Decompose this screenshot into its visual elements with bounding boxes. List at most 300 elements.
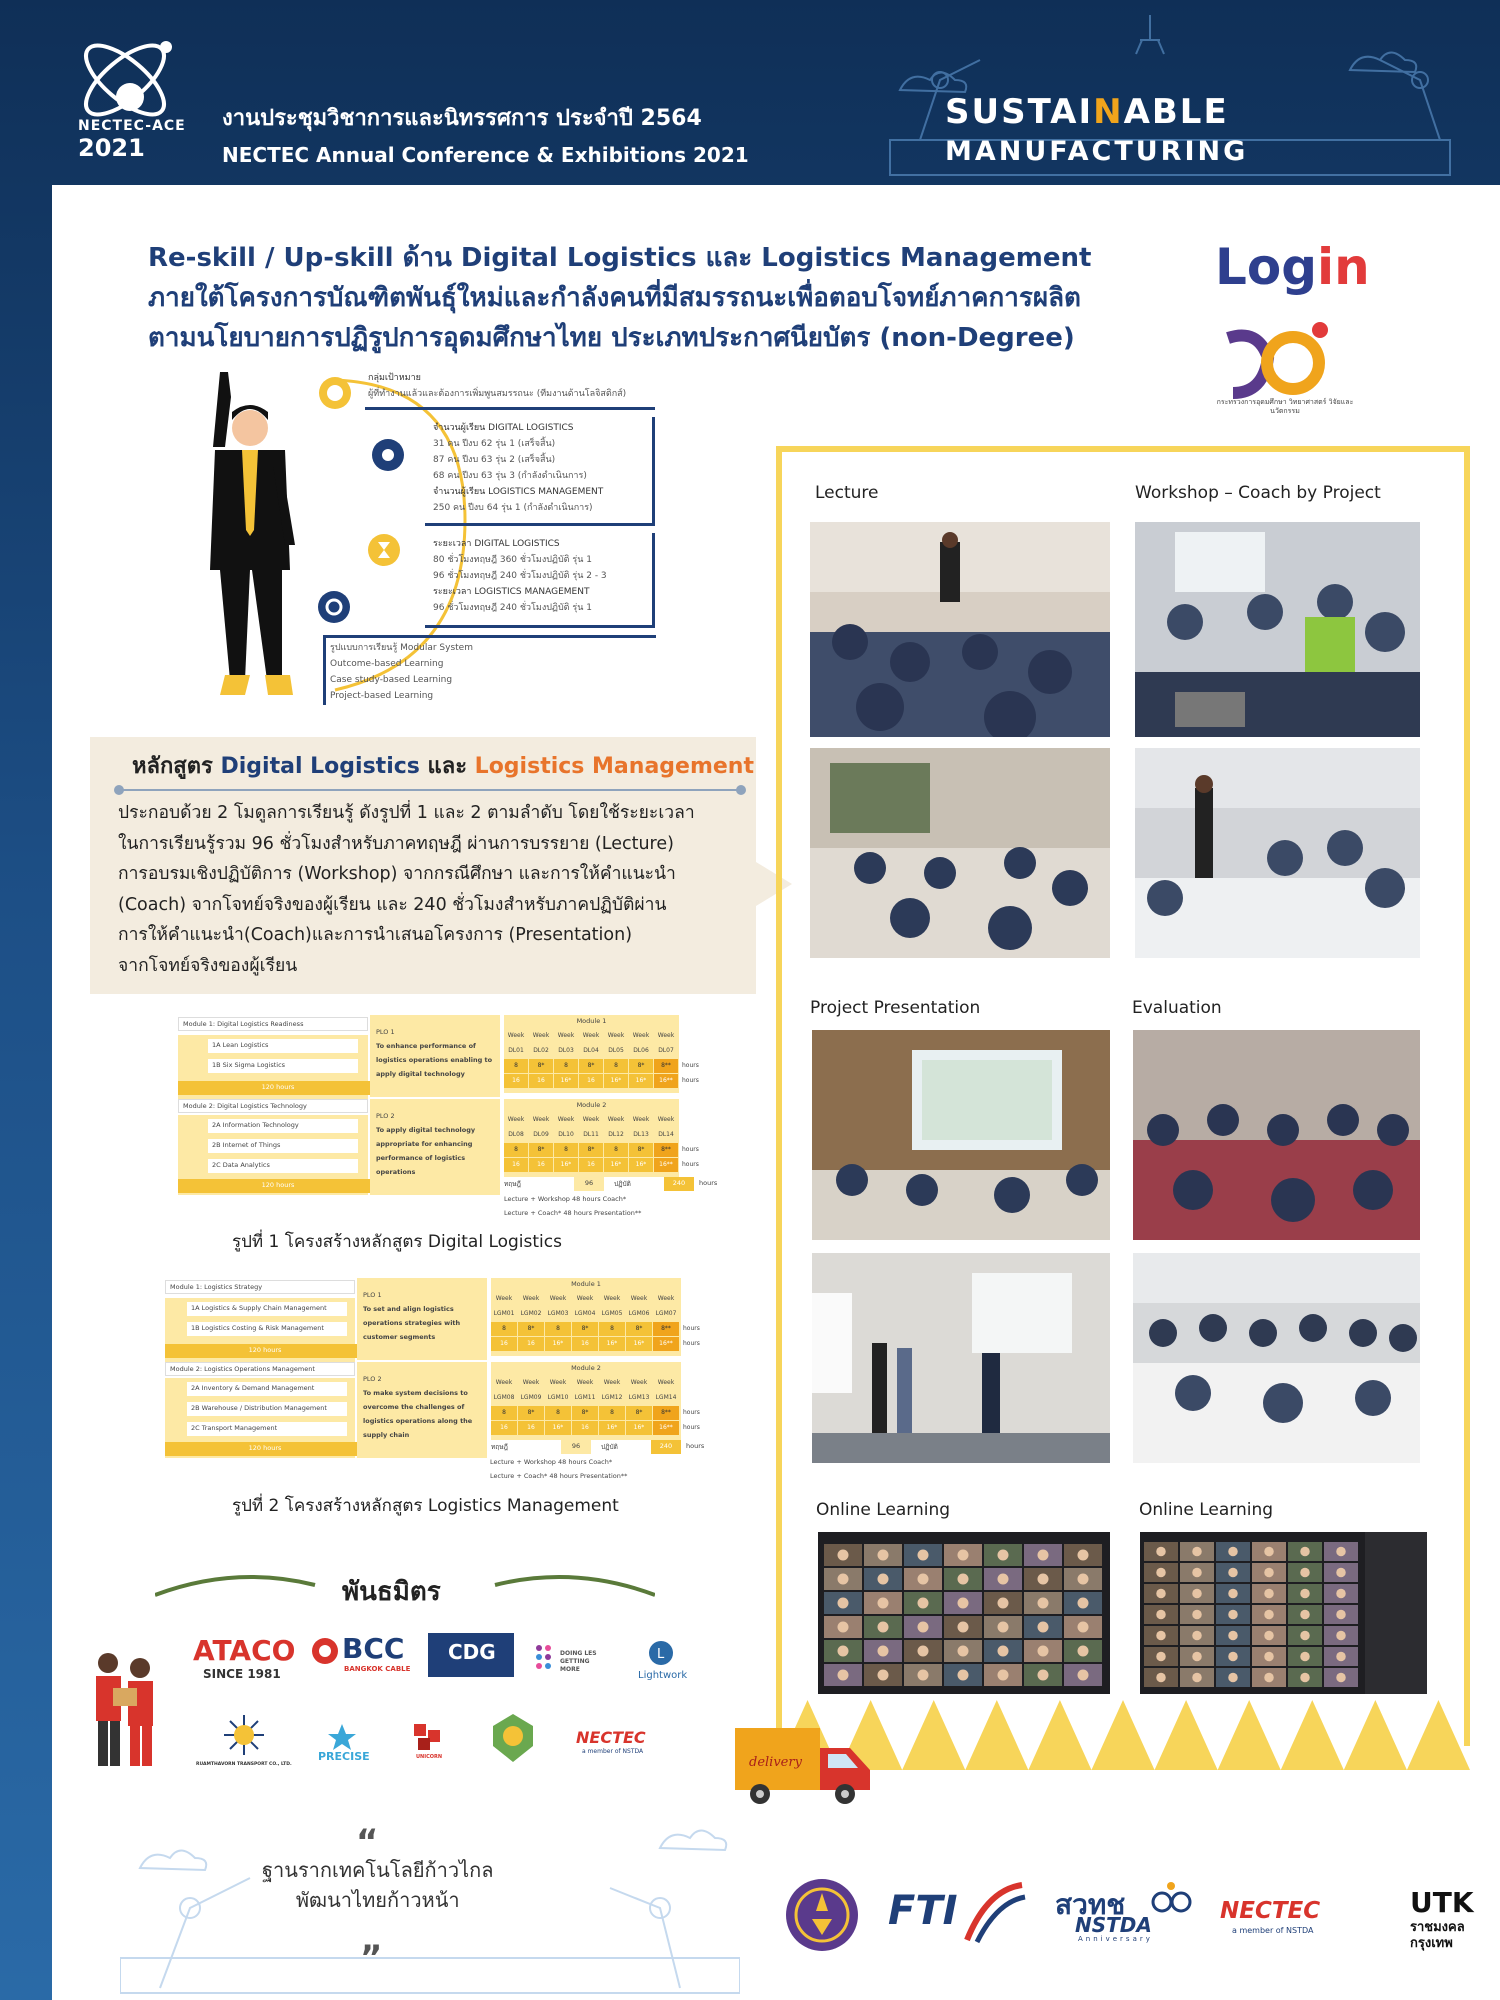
photo-workshop-2: [1135, 748, 1420, 958]
fig2-sum-hours: hours: [686, 1442, 705, 1450]
video-tile-face: [1156, 1631, 1166, 1641]
course-body: [118, 798, 758, 981]
truck-label: delivery: [749, 1755, 802, 1770]
fig1-mod2-title: Module 2: [576, 1101, 607, 1109]
info-model-row-4: Project-based Learning: [330, 691, 434, 701]
ace-year: 2021: [78, 134, 145, 162]
grid-cell: 8*: [626, 1406, 652, 1420]
figure2-table: [165, 1278, 725, 1458]
fig1-m2-item-1: 2A Information Technology: [208, 1119, 358, 1133]
grid-cell: LGM06: [628, 1310, 650, 1317]
grid-cell: Week: [495, 1379, 513, 1386]
fig1-sum-practice-val: 240: [664, 1177, 694, 1191]
video-tile-face: [1336, 1673, 1346, 1683]
footer-quote-line1: ฐานรากเทคโนโลยีก้าวไกล: [262, 1858, 494, 1882]
video-tile-face: [1192, 1589, 1202, 1599]
grid-cell: LGM07: [655, 1310, 677, 1317]
course-body-line-1: ประกอบด้วย 2 โมดูลการเรียนรู้ ดังรูปที่ 1 และ 2 ตามลำดับ โดยใช้ระยะเวลา: [118, 803, 695, 823]
grid-cell: Week: [495, 1295, 513, 1302]
partner-bcc-sub: BANGKOK CABLE: [344, 1665, 411, 1673]
login-logo-part1: Log: [1215, 238, 1318, 296]
info-lm-heading: จำนวนผู้เรียน LOGISTICS MANAGEMENT: [433, 487, 604, 497]
grid-cell: 8: [491, 1322, 517, 1336]
video-tile-face: [998, 1622, 1009, 1633]
video-tile-face: [1228, 1568, 1238, 1578]
theme-logo: [945, 92, 1248, 167]
fig2-sum-theory-label: ทฤษฎี: [491, 1443, 508, 1451]
grid-cell: DL08: [508, 1131, 524, 1138]
footer-fti: FTI: [888, 1888, 958, 1934]
video-tile-face: [1336, 1568, 1346, 1578]
video-tile-face: [1192, 1610, 1202, 1620]
grid-cell: 16*: [554, 1158, 578, 1172]
fti-swoosh-icon: [962, 1880, 1028, 1946]
mhesi-caption: กระทรวงการอุดมศึกษา วิทยาศาสตร์ วิจัยและนวัตกรรม: [1216, 398, 1354, 415]
fig2-m2-hours: 120 hours: [165, 1442, 365, 1456]
fig2-m2-item-3: 2C Transport Management: [187, 1422, 347, 1436]
video-tile-face: [918, 1598, 929, 1609]
grid-cell: 8: [545, 1406, 571, 1420]
video-tile-face: [1038, 1646, 1049, 1657]
course-body-line-5: การให้คำแนะนำ(Coach)และการนำเสนอโครงการ (Presentation): [118, 925, 633, 945]
video-tile-face: [1264, 1568, 1274, 1578]
video-tile-face: [1156, 1673, 1166, 1683]
video-tile-face: [1264, 1610, 1274, 1620]
video-tile-face: [1264, 1547, 1274, 1557]
fig2-sum-practice-val: 240: [651, 1440, 681, 1454]
fig2-sum-theory-val: 96: [561, 1440, 591, 1454]
grid-cell: 8: [604, 1059, 628, 1073]
grid-cell: 8**: [653, 1406, 679, 1420]
grid-cell: LGM02: [520, 1310, 542, 1317]
footer-nstda-th: สวทช: [1055, 1888, 1126, 1921]
grid-cell: Week: [630, 1379, 648, 1386]
grid-cell: 16: [572, 1337, 598, 1351]
video-tile-face: [838, 1670, 849, 1681]
video-tile-face: [1192, 1631, 1202, 1641]
video-tile-face: [1228, 1652, 1238, 1662]
fig2-module2-label: Module 2: Logistics Operations Management: [165, 1362, 355, 1376]
grid-cell: 16: [491, 1337, 517, 1351]
fig1-legend-1: Lecture + Workshop 48 hours Coach*: [504, 1195, 627, 1203]
bcc-logo-icon: [310, 1636, 340, 1666]
grid-cell: Week: [549, 1379, 567, 1386]
photo-evaluation-1: [1133, 1030, 1420, 1240]
video-tile-face: [838, 1598, 849, 1609]
course-title-dl: Digital Logistics: [220, 754, 420, 779]
fig1-legend: [504, 1192, 724, 1220]
theme-line2: MANUFACTURING: [945, 136, 1249, 167]
grid-cell: 8*: [518, 1322, 544, 1336]
partner-precise: PRECISE: [318, 1750, 370, 1763]
footer-utk-sub: [1410, 1920, 1465, 1952]
main-title-line2: ภายใต้โครงการบัณฑิตพันธุ์ใหม่และกำลังคนที่มีสมรรถนะเพื่อตอบโจทย์ภาคการผลิต: [148, 283, 1081, 313]
unicorn-logo-icon: [412, 1722, 450, 1752]
figure2-caption: รูปที่ 2 โครงสร้างหลักสูตร Logistics Management: [232, 1496, 619, 1516]
footer-nectec-sub: a member of NSTDA: [1232, 1926, 1314, 1935]
video-tile-face: [878, 1550, 889, 1561]
grid-cell: Week: [582, 1032, 600, 1039]
video-tile-face: [1336, 1652, 1346, 1662]
video-tile-face: [1156, 1547, 1166, 1557]
course-body-line-6: จากโจทย์จริงของผู้เรียน: [118, 955, 298, 976]
fig2-plo1-label: PLO 1: [363, 1291, 382, 1299]
video-tile-face: [958, 1598, 969, 1609]
grid-cell: 8: [554, 1143, 578, 1157]
grid-cell: DL12: [608, 1131, 624, 1138]
video-tile-face: [1156, 1568, 1166, 1578]
video-tile-face: [998, 1574, 1009, 1585]
partner-cdg: CDG: [448, 1640, 496, 1664]
grid-cell: 8*: [629, 1059, 653, 1073]
grid-cell: Week: [532, 1032, 550, 1039]
fig2-module1-label: Module 1: Logistics Strategy: [165, 1280, 355, 1294]
video-tile-face: [1038, 1622, 1049, 1633]
grid-cell: DL04: [583, 1047, 599, 1054]
grid-cell: 8**: [654, 1059, 678, 1073]
grid-cell: 8*: [572, 1406, 598, 1420]
grid-cell: 8*: [529, 1143, 553, 1157]
course-body-line-2: ในการเรียนรู้รวม 96 ชั่วโมงสำหรับภาคทฤษฎี ผ่านการบรรยาย (Lecture): [118, 833, 674, 854]
photo-online-2: [1140, 1532, 1427, 1694]
info-time-dl-row-1: 80 ชั่วโมงทฤษฎี 360 ชั่วโมงปฏิบัติ รุ่น 1: [433, 555, 592, 565]
grid-hours-label: hours: [683, 1325, 700, 1332]
video-tile-face: [838, 1646, 849, 1657]
grid-cell: 8: [554, 1059, 578, 1073]
zigzag-decoration: [776, 1700, 1470, 1770]
video-tile-face: [878, 1622, 889, 1633]
grid-hours-label: hours: [683, 1409, 700, 1416]
video-tile-face: [1300, 1673, 1310, 1683]
footer-quote: [262, 1855, 494, 1915]
grid-cell: 16**: [653, 1337, 679, 1351]
partner-nectec: NECTEC: [576, 1728, 646, 1747]
grid-cell: 16*: [626, 1337, 652, 1351]
grid-cell: 16: [518, 1337, 544, 1351]
info-lm-row-1: 250 คน ปีงบ 64 รุ่น 1 (กำลังดำเนินการ): [433, 503, 593, 513]
header-title-en: NECTEC Annual Conference & Exhibitions 2021: [222, 143, 749, 167]
info-target-heading: กลุ่มเป้าหมาย: [368, 373, 421, 383]
fig2-sum-practice-label: ปฏิบัติ: [601, 1443, 618, 1451]
grid-cell: 16*: [599, 1337, 625, 1351]
video-tile-face: [1336, 1631, 1346, 1641]
grid-cell: Week: [632, 1032, 650, 1039]
grid-cell: 16**: [654, 1158, 678, 1172]
video-tile-face: [958, 1574, 969, 1585]
video-tile-face: [1078, 1646, 1089, 1657]
grid-cell: DL01: [508, 1047, 524, 1054]
info-target-underline: [365, 390, 655, 410]
fig1-sum-theory-val: 96: [574, 1177, 604, 1191]
info-time-lm-row-1: 96 ชั่วโมงทฤษฎี 240 ชั่วโมงปฏิบัติ รุ่น 1: [433, 603, 592, 613]
photo-label-workshop: Workshop – Coach by Project: [1135, 483, 1381, 503]
gov-seal-icon: [490, 1712, 536, 1764]
video-tile-face: [838, 1622, 849, 1633]
fig2-m2-item-2: 2B Warehouse / Distribution Management: [187, 1402, 347, 1416]
video-tile-face: [1228, 1610, 1238, 1620]
fig2-legend-2: Lecture + Coach* 48 hours Presentation**: [490, 1472, 628, 1480]
video-tile-face: [1228, 1673, 1238, 1683]
theme-line1-n: N: [1093, 92, 1124, 132]
video-tile-face: [1156, 1589, 1166, 1599]
course-title: [132, 748, 754, 783]
grid-cell: 8: [545, 1322, 571, 1336]
video-tile-face: [838, 1574, 849, 1585]
delivery-truck-icon: [735, 1728, 875, 1808]
grid-cell: 8: [504, 1059, 528, 1073]
fig1-plo2-text: To apply digital technology appropriate for enhancing performance of logistics operations: [376, 1126, 476, 1176]
partner-lightwork: Lightwork: [638, 1670, 688, 1681]
video-tile-face: [1078, 1550, 1089, 1561]
footer-nstda-en: NSTDA: [1075, 1913, 1152, 1937]
grid-hours-label: hours: [682, 1161, 699, 1168]
fig1-plo1-label: PLO 1: [376, 1028, 395, 1036]
grid-hours-label: hours: [683, 1340, 700, 1347]
grid-hours-label: hours: [682, 1062, 699, 1069]
footer-utk: UTK: [1410, 1886, 1474, 1919]
grid-cell: LGM11: [574, 1394, 596, 1401]
video-tile-face: [918, 1550, 929, 1561]
grid-cell: Week: [657, 1295, 675, 1302]
course-body-line-4: (Coach) จากโจทย์จริงของผู้เรียน และ 240 ชั่วโมงสำหรับภาคปฏิบัติผ่าน: [118, 894, 667, 915]
fig1-summary: [504, 1177, 744, 1193]
fig2-plo2-text: To make system decisions to overcome the challenges of logistics operations along the supply chain: [363, 1389, 473, 1439]
header-title: [222, 100, 749, 167]
grid-cell: 16: [518, 1421, 544, 1435]
footer-nectec: NECTEC: [1220, 1898, 1321, 1924]
grid-cell: Week: [576, 1295, 594, 1302]
partners-title: พันธมิตร: [342, 1577, 441, 1607]
grid-cell: 8**: [653, 1322, 679, 1336]
grid-cell: LGM09: [520, 1394, 542, 1401]
grid-hours-label: hours: [683, 1424, 700, 1431]
video-tile-face: [1078, 1670, 1089, 1681]
businessman-icon: [180, 370, 300, 700]
video-tile-face: [1264, 1631, 1274, 1641]
delivery-workers-icon: [88, 1648, 163, 1773]
photo-label-online-2: Online Learning: [1139, 1500, 1274, 1520]
grid-hours-label: hours: [682, 1146, 699, 1153]
grid-cell: DL07: [658, 1047, 674, 1054]
photo-lecture-2: [810, 748, 1110, 958]
grid-cell: 16*: [629, 1074, 653, 1088]
grid-cell: Week: [657, 1032, 675, 1039]
info-dl-row-2: 87 คน ปีงบ 63 รุ่น 2 (เสร็จสิ้น): [433, 455, 556, 465]
photo-label-evaluation: Evaluation: [1132, 998, 1222, 1018]
grid-cell: LGM01: [493, 1310, 515, 1317]
photo-workshop-1: [1135, 522, 1420, 737]
video-tile-face: [878, 1646, 889, 1657]
grid-cell: Week: [507, 1032, 525, 1039]
fig2-summary: [491, 1440, 731, 1456]
fig1-m1-item-2: 1B Six Sigma Logistics: [208, 1059, 358, 1073]
grid-cell: Week: [632, 1116, 650, 1123]
video-tile-face: [958, 1622, 969, 1633]
ruamthavorn-logo-icon: [222, 1713, 266, 1757]
fig1-module2-label: Module 2: Digital Logistics Technology: [178, 1099, 368, 1113]
grid-cell: LGM03: [547, 1310, 569, 1317]
video-tile-face: [1264, 1673, 1274, 1683]
photo-online-1: [818, 1532, 1110, 1694]
video-tile-face: [1336, 1589, 1346, 1599]
grid-cell: Week: [607, 1032, 625, 1039]
grid-cell: 8*: [518, 1406, 544, 1420]
footer-utk-sub1: ราชมงคล: [1410, 1920, 1465, 1935]
course-title-mid: และ: [419, 754, 475, 779]
video-tile-face: [1264, 1652, 1274, 1662]
lightwork-logo-icon: [648, 1640, 674, 1666]
fig1-plo1-text: To enhance performance of logistics operations enabling to apply digital technology: [376, 1042, 493, 1078]
video-tile-face: [878, 1574, 889, 1585]
login-logo-part2: in: [1317, 238, 1370, 296]
grid-cell: 16: [579, 1074, 603, 1088]
login-logo: [1215, 238, 1370, 296]
grid-cell: 16*: [554, 1074, 578, 1088]
main-title: [148, 238, 1091, 358]
grid-cell: 8*: [579, 1143, 603, 1157]
grid-cell: Week: [603, 1295, 621, 1302]
header: [0, 0, 1500, 185]
video-tile-face: [1192, 1547, 1202, 1557]
video-tile-face: [1264, 1589, 1274, 1599]
grid-cell: 8*: [626, 1322, 652, 1336]
video-tile-face: [918, 1574, 929, 1585]
grid-cell: 16: [491, 1421, 517, 1435]
ace-label: [78, 118, 186, 162]
video-tile-face: [1038, 1598, 1049, 1609]
info-dl-row-1: 31 คน ปีงบ 62 รุ่น 1 (เสร็จสิ้น): [433, 439, 556, 449]
photo-label-presentation: Project Presentation: [810, 998, 981, 1018]
header-title-th: งานประชุมวิชาการและนิทรรศการ ประจำปี 2564: [222, 106, 702, 131]
grid-cell: Week: [607, 1116, 625, 1123]
video-tile-face: [878, 1670, 889, 1681]
grid-cell: 8*: [629, 1143, 653, 1157]
video-tile-face: [1300, 1652, 1310, 1662]
grid-cell: Week: [582, 1116, 600, 1123]
video-tile-face: [1078, 1598, 1089, 1609]
fig2-mod1-title: Module 1: [571, 1280, 601, 1288]
photo-label-lecture: Lecture: [815, 483, 879, 503]
grid-cell: Week: [557, 1116, 575, 1123]
partner-unicorn: UNICORN: [416, 1754, 443, 1760]
grid-cell: 16: [529, 1158, 553, 1172]
grid-cell: 16: [529, 1074, 553, 1088]
fig2-plo1: [357, 1278, 487, 1360]
video-tile-face: [998, 1670, 1009, 1681]
quote-open-icon: “: [356, 1822, 379, 1862]
photo-evaluation-2: [1133, 1253, 1420, 1463]
fig1-legend-2: Lecture + Coach* 48 hours Presentation**: [504, 1209, 642, 1217]
fig1-module1-label: Module 1: Digital Logistics Readiness: [178, 1017, 368, 1031]
fig1-plo2-label: PLO 2: [376, 1112, 395, 1120]
video-tile-face: [1192, 1673, 1202, 1683]
info-time-dl-row-2: 96 ชั่วโมงทฤษฎี 240 ชั่วโมงปฏิบัติ รุ่น 2 - 3: [433, 571, 607, 581]
video-tile-face: [958, 1646, 969, 1657]
video-tile-face: [1300, 1610, 1310, 1620]
grid-cell: LGM13: [628, 1394, 650, 1401]
grid-cell: Week: [549, 1295, 567, 1302]
fig1-mod1-title: Module 1: [576, 1017, 607, 1025]
figure1-table: [178, 1015, 738, 1195]
grid-cell: LGM05: [601, 1310, 623, 1317]
grid-cell: DL05: [608, 1047, 624, 1054]
grid-cell: 8: [599, 1322, 625, 1336]
grid-cell: 16*: [545, 1337, 571, 1351]
grid-cell: Week: [522, 1295, 540, 1302]
photo-lecture-1: [810, 522, 1110, 737]
info-model-row-1: รูปแบบการเรียนรู้ Modular System: [330, 643, 473, 653]
video-tile-face: [1300, 1589, 1310, 1599]
partner-ruamthavorn: RUAMTHAVORN TRANSPORT CO., LTD.: [196, 1762, 292, 1767]
main-title-line1: Re-skill / Up-skill ด้าน Digital Logistics และ Logistics Management: [148, 243, 1092, 273]
photo-presentation-2: [812, 1253, 1110, 1463]
grid-cell: LGM12: [601, 1394, 623, 1401]
info-duration: [433, 536, 653, 616]
grid-cell: 16*: [604, 1074, 628, 1088]
footer-quote-line2: พัฒนาไทยก้าวหน้า: [295, 1888, 460, 1912]
video-tile-face: [1078, 1574, 1089, 1585]
fig2-plo2: [357, 1362, 487, 1458]
grid-cell: Week: [603, 1379, 621, 1386]
video-tile-face: [1300, 1568, 1310, 1578]
grid-cell: DL06: [633, 1047, 649, 1054]
fig2-plo2-label: PLO 2: [363, 1375, 382, 1383]
video-tile-face: [1300, 1547, 1310, 1557]
fig2-m2-item-1: 2A Inventory & Demand Management: [187, 1382, 347, 1396]
grid-cell: 16*: [629, 1158, 653, 1172]
video-tile-face: [1228, 1589, 1238, 1599]
theme-line1-part2: ABLE: [1123, 92, 1229, 132]
grid-cell: 8: [504, 1143, 528, 1157]
video-tile-face: [1300, 1631, 1310, 1641]
partner-ataco: ATACO: [193, 1634, 296, 1667]
video-tile-face: [998, 1646, 1009, 1657]
fig1-m2-hours: 120 hours: [178, 1179, 378, 1193]
photo-presentation-1: [812, 1030, 1110, 1240]
fig2-legend: [490, 1455, 710, 1483]
info-model: [330, 640, 550, 704]
video-tile-face: [1192, 1652, 1202, 1662]
grid-cell: 16: [504, 1074, 528, 1088]
course-divider: [118, 789, 742, 791]
grid-cell: Week: [657, 1116, 675, 1123]
svg-text:L: L: [657, 1647, 665, 1662]
video-tile-face: [1336, 1610, 1346, 1620]
fig2-mod2-title: Module 2: [571, 1364, 601, 1372]
partner-bcc: BCC: [342, 1632, 405, 1665]
grid-cell: 16: [504, 1158, 528, 1172]
video-tile-face: [1156, 1652, 1166, 1662]
info-model-row-2: Outcome-based Learning: [330, 659, 444, 669]
grid-cell: Week: [507, 1116, 525, 1123]
video-tile-face: [1078, 1622, 1089, 1633]
main-title-line3: ตามนโยบายการปฏิรูปการอุดมศึกษาไทย ประเภทประกาศนียบัตร (non-Degree): [148, 323, 1075, 353]
grid-cell: 8: [491, 1406, 517, 1420]
course-title-prefix: หลักสูตร: [132, 754, 221, 779]
footer-nstda-sub: Anniversary: [1078, 1935, 1153, 1943]
fig1-m1-item-1: 1A Lean Logistics: [208, 1039, 358, 1053]
grid-cell: Week: [657, 1379, 675, 1386]
course-title-lm: Logistics Management: [474, 754, 754, 779]
nstda-anniversary-icon: [1150, 1880, 1192, 1914]
theme-line1-part1: SUSTAI: [945, 92, 1094, 132]
partner-ataco-sub: SINCE 1981: [203, 1667, 281, 1681]
grid-cell: DL09: [533, 1131, 549, 1138]
fig2-m1-item-2: 1B Logistics Costing & Risk Management: [187, 1322, 347, 1336]
grid-cell: Week: [522, 1379, 540, 1386]
course-body-line-3: การอบรมเชิงปฏิบัติการ (Workshop) จากกรณีศึกษา และการให้คำแนะนำ: [118, 864, 676, 884]
grid-cell: 8*: [529, 1059, 553, 1073]
